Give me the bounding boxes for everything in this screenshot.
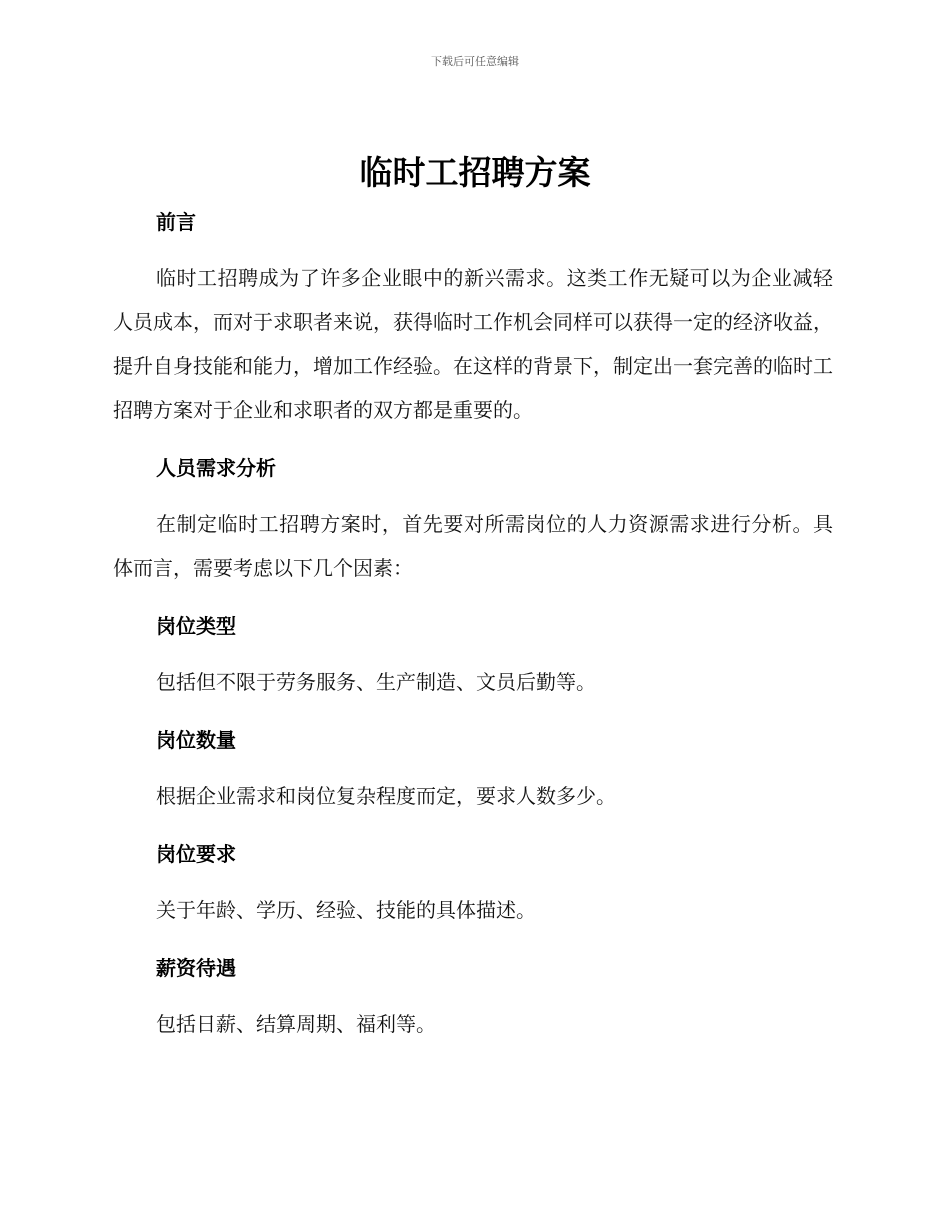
section-heading: 薪资待遇 [156,956,236,980]
document-body [113,202,833,1046]
section-heading: 岗位类型 [156,614,236,638]
section-staffing-analysis [113,448,833,590]
spacer [113,646,833,660]
section-compensation [113,948,833,1046]
section-paragraph: 包括日薪、结算周期、福利等。 [156,1012,436,1036]
spacer [113,988,833,1002]
spacer [113,818,833,834]
section-heading: 岗位要求 [156,842,236,866]
spacer [113,488,833,502]
spacer [113,760,833,774]
document-title: 临时工招聘方案 [359,153,591,192]
section-paragraph: 关于年龄、学历、经验、技能的具体描述。 [156,898,536,922]
spacer [113,874,833,888]
spacer [113,590,833,606]
page-header-note: 下载后可任意编辑 [431,55,519,68]
section-paragraph: 临时工招聘成为了许多企业眼中的新兴需求。这类工作无疑可以为企业减轻人员成本，而对于求职者来说，获得临时工作机会同样可以获得一定的经济收益，提升自身技能和能力，增加工作经验。在这样的背景下，制定出一套完善的临时工招聘方案对于企业和求职者的双方都是重要的。 [113,266,833,422]
section-paragraph: 在制定临时工招聘方案时，首先要对所需岗位的人力资源需求进行分析。具体而言，需要考虑以下几个因素： [113,512,833,580]
section-paragraph: 包括但不限于劳务服务、生产制造、文员后勤等。 [156,670,596,694]
spacer [113,242,833,256]
section-heading: 前言 [156,210,196,234]
section-position-count [113,720,833,818]
spacer [113,432,833,448]
section-paragraph: 根据企业需求和岗位复杂程度而定，要求人数多少。 [156,784,616,808]
section-position-requirements [113,834,833,932]
section-heading: 人员需求分析 [156,456,276,480]
section-position-type [113,606,833,704]
spacer [113,704,833,720]
section-preface [113,202,833,432]
section-heading: 岗位数量 [156,728,236,752]
spacer [113,932,833,948]
